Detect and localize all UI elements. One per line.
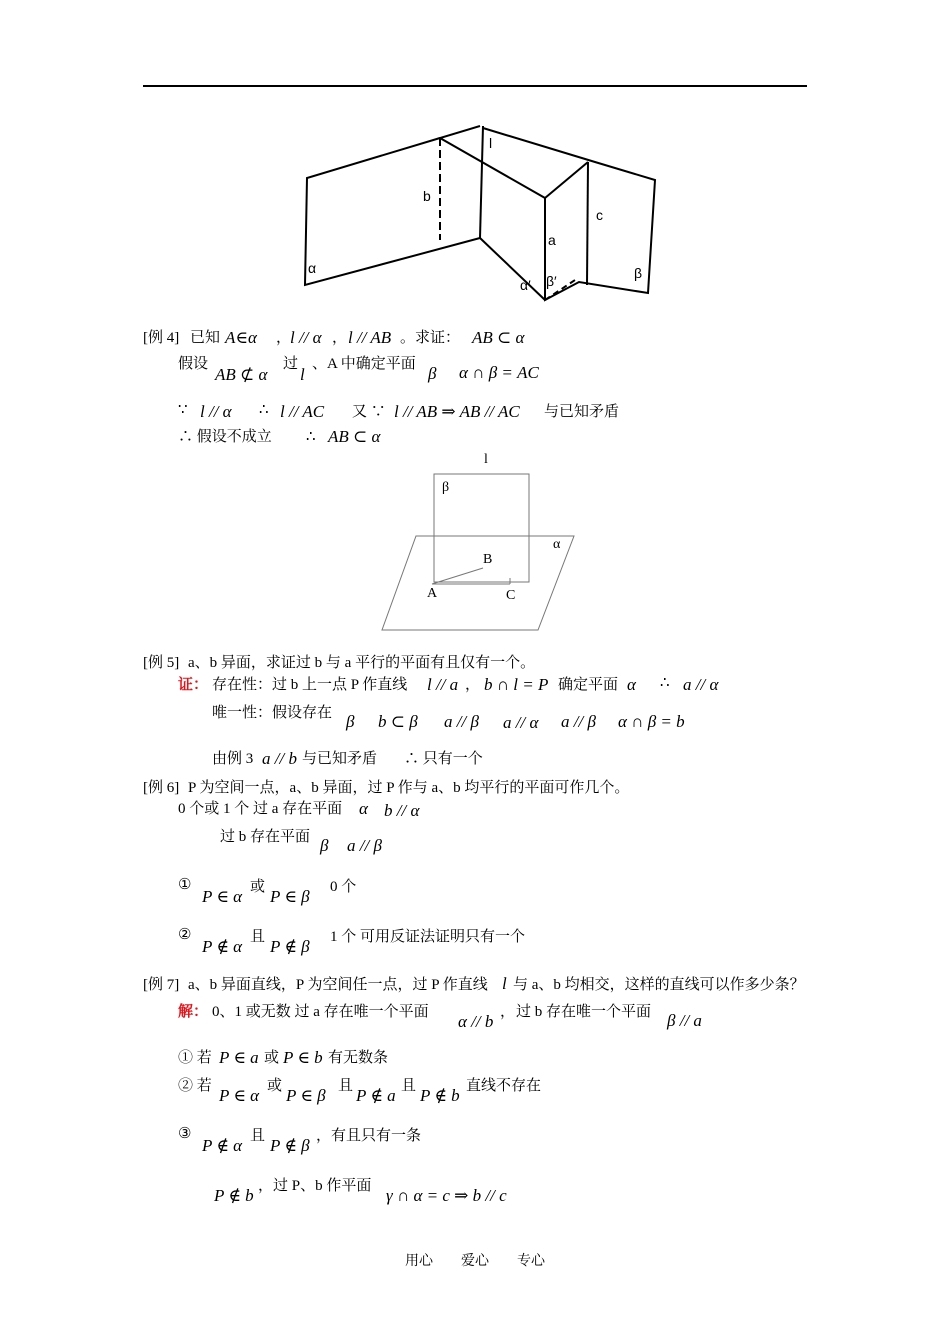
plane-alpha-outline xyxy=(305,138,480,285)
ex6-case1-marker: ① xyxy=(178,877,192,893)
ex7-beta-par-a: β // a xyxy=(667,1011,702,1030)
ex7-case3-expr2: P ∉ β xyxy=(270,1136,310,1155)
ex5-u-cap: α ∩ β = b xyxy=(618,712,685,731)
ex7-case2-or: 或 xyxy=(267,1078,283,1094)
ex5-b-cap-l: b ∩ l = P xyxy=(484,675,549,694)
ex5-u-a-par-beta2: a // β xyxy=(561,712,596,731)
ex4-through: 过 xyxy=(283,356,299,372)
ex5-contra: 与已知矛盾 xyxy=(302,751,378,767)
ex7-answer-text: 0、1 或无数 过 a 存在唯一个平面 xyxy=(212,1004,429,1020)
ex4-title: [例 4] xyxy=(143,330,180,346)
ex4-given-2: l // α xyxy=(290,328,322,347)
ex7-title: [例 7] xyxy=(143,977,180,993)
ex5-u-a-par-beta: a // β xyxy=(444,712,479,731)
fig2-label-a: A xyxy=(427,586,438,601)
ex5-a-par-alpha: a // α xyxy=(683,675,719,694)
ex5-proof-label: 证： xyxy=(178,677,209,693)
ex7-sep: ， xyxy=(500,1004,516,1020)
fig1-label-l: l xyxy=(489,135,493,151)
ex6-statement: P 为空间一点，a、b 异面，过 P 作与 a、b 均平行的平面可作几个。 xyxy=(188,780,630,796)
ex7-case2-result: 直线不存在 xyxy=(466,1078,542,1094)
ex7-case2-marker: ② 若 xyxy=(178,1078,212,1094)
ex4-l-par-alpha: l // α xyxy=(200,402,232,421)
figure-planes-1 xyxy=(295,120,665,315)
ex4-intersect: α ∩ β = AC xyxy=(459,363,539,382)
fig1-label-alpha-prime: α′ xyxy=(520,277,531,293)
fig1-label-b: b xyxy=(423,188,431,204)
ex7-case3b-text: ，过 P、b 作平面 xyxy=(258,1178,372,1194)
ex5-title: [例 5] xyxy=(143,655,180,671)
ex6-case2-marker: ② xyxy=(178,927,192,943)
header-rule xyxy=(143,85,807,87)
ex5-statement: a、b 异面，求证过 b 与 a 平行的平面有且仅有一个。 xyxy=(188,655,536,671)
ex6-beta: β xyxy=(320,836,329,855)
ex7-through-b: 过 b 存在唯一个平面 xyxy=(516,1004,652,1020)
fig2-label-b: B xyxy=(483,552,493,567)
ex6-answer-text: 0 个或 1 个 过 a 存在平面 xyxy=(178,801,343,817)
ex4-also: 又 ∵ xyxy=(352,404,386,420)
ex5-u-b-sub-beta: b ⊂ β xyxy=(378,712,418,731)
ex4-therefore1: ∴ xyxy=(259,402,269,418)
ex5-therefore: ∴ xyxy=(660,675,670,691)
ex4-therefore2: ∴ xyxy=(306,429,316,445)
ex7-case1-or: 或 xyxy=(264,1050,280,1066)
fig1-label-c: c xyxy=(596,207,603,223)
ex7-case3b-expr: P ∉ b xyxy=(214,1186,254,1205)
ex4-contradiction: 与已知矛盾 xyxy=(544,404,620,420)
ex6-case1-expr2: P ∈ β xyxy=(270,887,310,906)
ex4-sep1: ， xyxy=(276,330,292,346)
fig2-label-beta: β xyxy=(442,480,450,495)
ex4-given-label: 已知 xyxy=(190,330,221,346)
ex7-case3-expr1: P ∉ α xyxy=(202,1136,243,1155)
ex4-given-1: A∈α xyxy=(225,328,257,347)
ex7-case2-expr1: P ∈ α xyxy=(219,1086,260,1105)
ex5-only-one: ∴ 只有一个 xyxy=(404,751,483,767)
ex6-alpha: α xyxy=(359,799,368,818)
fig2-label-c: C xyxy=(506,588,516,603)
ex7-case2-and2: 且 xyxy=(401,1078,417,1094)
ex7-case1-result: 有无数条 xyxy=(328,1050,389,1066)
ex6-a-par-beta: a // β xyxy=(347,836,382,855)
ex4-assume-expr: AB ⊄ α xyxy=(215,365,268,384)
ex4-conclusion-expr: AB ⊂ α xyxy=(328,427,381,446)
ex5-u-a-par-alpha: a // α xyxy=(503,713,539,732)
ex4-l-par-ac: l // AC xyxy=(280,402,325,421)
ex6-case2-and: 且 xyxy=(250,929,266,945)
ex7-case3-marker: ③ xyxy=(178,1126,192,1142)
ex7-l-symbol: l xyxy=(502,974,507,993)
ex6-case2-result: 1 个 可用反证法证明只有一个 xyxy=(330,929,526,945)
ex7-statement-2: 与 a、b 均相交，这样的直线可以作多少条？ xyxy=(513,977,805,993)
ex5-l-par-a: l // a xyxy=(427,675,459,694)
ex4-conclusion-label: ∴ 假设不成立 xyxy=(178,429,272,445)
ex5-determine-plane: 确定平面 xyxy=(558,677,619,693)
footer-text: 用心 爱心 专心 xyxy=(405,1254,545,1269)
fig2-label-l: l xyxy=(484,452,488,467)
ex6-case1-expr1: P ∈ α xyxy=(202,887,243,906)
ex7-solution-label: 解： xyxy=(178,1004,209,1020)
ex6-title: [例 6] xyxy=(143,780,180,796)
ex4-assume-label: 假设 xyxy=(178,356,209,372)
fig2-label-alpha: α xyxy=(553,537,561,552)
ex4-l-symbol: l xyxy=(300,365,305,384)
ex5-u-beta: β xyxy=(346,712,355,731)
ex5-a-par-b: a // b xyxy=(262,749,297,768)
ex6-b-par-alpha: b // α xyxy=(384,801,420,820)
fig1-label-beta: β xyxy=(634,265,643,281)
ex6-case2-expr2: P ∉ β xyxy=(270,937,310,956)
ex6-case1-or: 或 xyxy=(250,879,266,895)
ex7-alpha-par-b: α // b xyxy=(458,1012,494,1031)
ex7-case3b-result: γ ∩ α = c ⇒ b // c xyxy=(386,1186,507,1205)
ex7-case1-expr1: P ∈ a xyxy=(219,1048,259,1067)
ex5-uniqueness: 唯一性：假设存在 xyxy=(212,705,333,721)
ex6-case1-result: 0 个 xyxy=(330,879,357,895)
ex7-statement-1: a、b 异面直线，P 为空间任一点，过 P 作直线 xyxy=(188,977,488,993)
ex7-case3-and: 且 xyxy=(250,1128,266,1144)
ex4-l-par-ab: l // AB ⇒ AB // AC xyxy=(394,402,520,421)
ex7-case2-and1: 且 xyxy=(338,1078,354,1094)
ex4-because1: ∵ xyxy=(178,402,188,418)
ex4-plane-text: 、A 中确定平面 xyxy=(312,356,416,372)
ex7-case3-result: ，有且只有一条 xyxy=(316,1128,422,1144)
ex7-case2-expr4: P ∉ b xyxy=(420,1086,460,1105)
ex7-case1-expr2: P ∈ b xyxy=(283,1048,323,1067)
ex5-sep: ， xyxy=(465,677,481,693)
ex4-sep2: ， xyxy=(332,330,348,346)
ex7-case2-expr2: P ∈ β xyxy=(286,1086,326,1105)
ex5-by-example: 由例 3 xyxy=(212,751,254,767)
fig1-label-beta-prime: β′ xyxy=(546,273,557,289)
figure-planes-2 xyxy=(380,470,580,635)
fig1-label-alpha: α xyxy=(308,260,317,276)
ex7-case2-expr3: P ∉ a xyxy=(356,1086,396,1105)
fig1-label-a: a xyxy=(548,232,556,248)
ex4-beta: β xyxy=(428,364,437,383)
ex4-prove-expr: AB ⊂ α xyxy=(472,328,525,347)
ex5-alpha: α xyxy=(627,675,636,694)
ex4-given-3: l // AB xyxy=(348,328,392,347)
ex5-existence: 存在性：过 b 上一点 P 作直线 xyxy=(212,677,408,693)
plane-alpha-parallelogram xyxy=(382,536,574,630)
ex7-case1-marker: ① 若 xyxy=(178,1050,212,1066)
ex6-case2-expr1: P ∉ α xyxy=(202,937,243,956)
ex4-prove-label: 。求证： xyxy=(400,330,461,346)
ex6-through-b: 过 b 存在平面 xyxy=(220,829,311,845)
